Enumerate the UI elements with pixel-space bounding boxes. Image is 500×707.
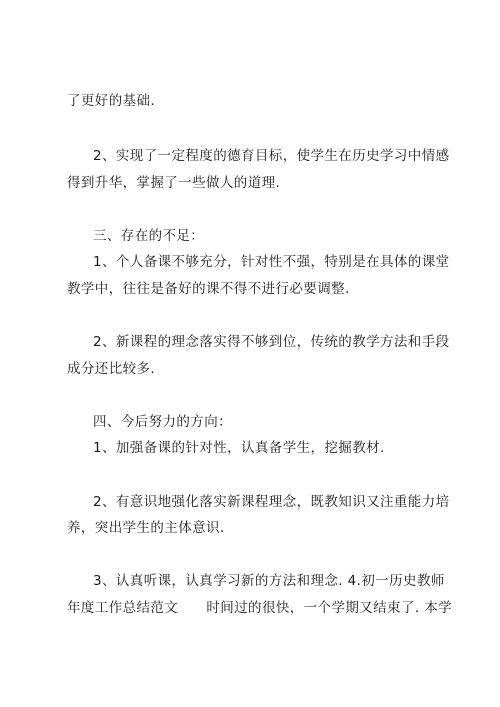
text-line: 了更好的基础. <box>67 93 156 109</box>
text-line: 2、实现了一定程度的德育目标，使学生在历史学习中情感 <box>93 148 450 164</box>
text-line: 2、新课程的理念落实得不够到位，传统的教学方法和手段 <box>93 334 450 350</box>
text-line: 成分还比较多. <box>67 361 156 377</box>
text-line: 教学中，往往是备好的课不得不进行必要调整. <box>67 281 350 297</box>
text-line: 2、有意识地强化落实新课程理念，既教知识又注重能力培 <box>93 494 450 510</box>
section-heading: 四、今后努力的方向： <box>93 414 232 430</box>
text-line: 得到升华，掌握了一些做人的道理. <box>67 175 281 191</box>
text-line: 3、认真听课，认真学习新的方法和理念. 4.初一历史教师 <box>93 573 445 589</box>
text-line: 1、加强备课的针对性，认真备学生，挖掘教材. <box>93 440 385 456</box>
text-line: 年度工作总结范文 时间过的很快，一个学期又结束了. 本学 <box>67 600 453 616</box>
text-line: 1、个人备课不够充分，针对性不强，特别是在具体的课堂 <box>93 254 450 270</box>
section-heading: 三、存在的不足： <box>93 228 205 244</box>
text-line: 养，突出学生的主体意识. <box>67 520 225 536</box>
